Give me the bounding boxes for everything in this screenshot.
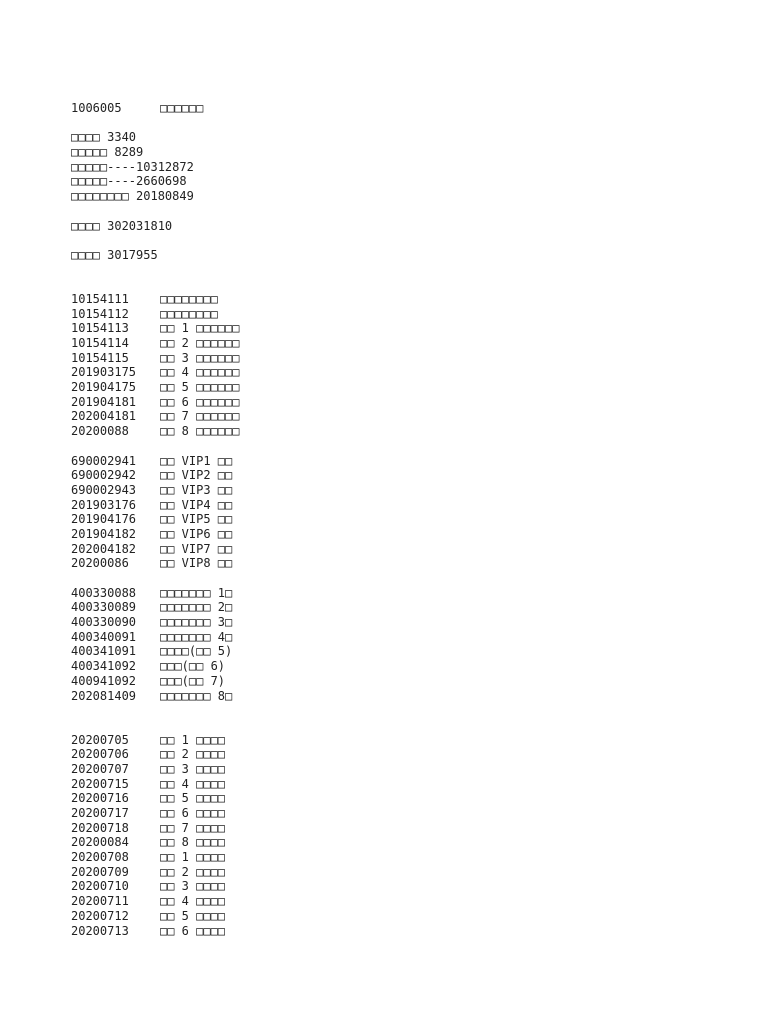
item-code: 20200707 <box>71 761 129 776</box>
item-code: 10154114 <box>71 336 129 351</box>
item-name: □□ 5 □□□□ <box>160 791 226 806</box>
list-item <box>71 894 711 909</box>
item-name: □□ 2 □□□□ <box>160 864 226 879</box>
total-line: □□□□□ 8289 <box>71 145 144 160</box>
item-code: 20200717 <box>71 806 129 821</box>
list-item <box>71 556 711 571</box>
list-item <box>71 924 711 939</box>
item-name: □□ 6 □□□□ <box>160 806 226 821</box>
list-item <box>71 689 711 704</box>
item-name: □□ VIP1 □□ <box>160 453 233 468</box>
item-name: □□□□(□□ 5) <box>160 644 233 659</box>
item-name: □□ VIP3 □□ <box>160 482 233 497</box>
list-item <box>71 321 711 336</box>
list-item <box>71 468 711 483</box>
list-item <box>71 674 711 689</box>
spacer <box>71 439 711 454</box>
list-item <box>71 835 711 850</box>
item-name: □□ 6 □□□□□□ <box>160 394 240 409</box>
item-code: 201903176 <box>71 497 137 512</box>
item-code: 10154113 <box>71 321 129 336</box>
list-item <box>71 777 711 792</box>
item-code: 20200710 <box>71 879 129 894</box>
list-item <box>71 483 711 498</box>
item-code: 201904176 <box>71 512 137 527</box>
item-code: 400340091 <box>71 629 137 644</box>
item-code: 202004181 <box>71 409 137 424</box>
item-code: 201903175 <box>71 365 137 380</box>
item-name: □□ 1 □□□□ <box>160 732 226 747</box>
spacer <box>71 204 711 219</box>
list-item <box>71 600 711 615</box>
item-name: □□ 7 □□□□ <box>160 820 226 835</box>
item-code: 20200084 <box>71 835 129 850</box>
item-name: □□ 7 □□□□□□ <box>160 409 240 424</box>
item-code: 400330090 <box>71 615 137 630</box>
item-code: 20200088 <box>71 424 129 439</box>
list-item <box>71 879 711 894</box>
list-item <box>71 791 711 806</box>
item-name: □□ VIP2 □□ <box>160 468 233 483</box>
item-code: 10154115 <box>71 350 129 365</box>
list-item <box>71 380 711 395</box>
item-name: □□ 3 □□□□ <box>160 879 226 894</box>
list-item <box>71 850 711 865</box>
item-code: 202004182 <box>71 541 137 556</box>
item-code: 20200706 <box>71 747 129 762</box>
list-item <box>71 762 711 777</box>
item-name: □□ 5 □□□□ <box>160 908 226 923</box>
item-name: □□ 5 □□□□□□ <box>160 380 240 395</box>
item-code: 202081409 <box>71 688 137 703</box>
item-name: □□ 8 □□□□□□ <box>160 424 240 439</box>
item-code: 20200708 <box>71 850 129 865</box>
header-code: 1006005 <box>71 101 122 115</box>
item-name: □□□□□□□□ <box>160 306 218 321</box>
item-name: □□ 3 □□□□□□ <box>160 350 240 365</box>
spacer <box>71 116 711 131</box>
item-code: 400330088 <box>71 585 137 600</box>
list-item <box>71 659 711 674</box>
item-code: 400341092 <box>71 659 137 674</box>
list-item <box>71 365 711 380</box>
item-name: □□ 4 □□□□□□ <box>160 365 240 380</box>
single-line-b: □□□□ 3017955 <box>71 247 158 262</box>
total-line: □□□□□----2660698 <box>71 174 187 189</box>
list-item <box>71 498 711 513</box>
item-name: □□ 2 □□□□□□ <box>160 336 240 351</box>
item-code: 690002941 <box>71 453 137 468</box>
item-code: 400941092 <box>71 673 137 688</box>
list-item <box>71 292 711 307</box>
item-code: 690002942 <box>71 468 137 483</box>
spacer <box>71 233 711 248</box>
item-code: 20200718 <box>71 820 129 835</box>
item-code: 20200716 <box>71 791 129 806</box>
item-name: □□ 1 □□□□□□ <box>160 321 240 336</box>
item-code: 10154112 <box>71 306 129 321</box>
item-code: 20200705 <box>71 732 129 747</box>
item-name: □□□□□□□ 4□ <box>160 629 233 644</box>
item-name: □□□(□□ 6) <box>160 659 226 674</box>
item-code: 20200709 <box>71 864 129 879</box>
item-name: □□ 2 □□□□ <box>160 747 226 762</box>
code-group-2 <box>71 454 711 572</box>
spacer <box>71 703 711 732</box>
code-group-4 <box>71 733 711 939</box>
list-item <box>71 409 711 424</box>
item-name: □□□□□□□ 3□ <box>160 615 233 630</box>
list-item <box>71 865 711 880</box>
list-item <box>71 909 711 924</box>
item-code: 400330089 <box>71 600 137 615</box>
item-name: □□ VIP6 □□ <box>160 526 233 541</box>
item-name: □□ 3 □□□□ <box>160 761 226 776</box>
header-name: □□□□□□ <box>160 101 204 115</box>
list-item <box>71 630 711 645</box>
item-name: □□ VIP4 □□ <box>160 497 233 512</box>
item-name: □□ 1 □□□□ <box>160 850 226 865</box>
item-name: □□□□□□□ 1□ <box>160 585 233 600</box>
list-item <box>71 747 711 762</box>
total-line: □□□□□----10312872 <box>71 159 194 174</box>
item-code: 201904182 <box>71 526 137 541</box>
item-name: □□ 6 □□□□ <box>160 923 226 938</box>
list-item <box>71 307 711 322</box>
list-item <box>71 644 711 659</box>
list-item <box>71 733 711 748</box>
item-code: 201904175 <box>71 380 137 395</box>
item-name: □□ VIP8 □□ <box>160 556 233 571</box>
list-item <box>71 454 711 469</box>
code-group-3 <box>71 586 711 704</box>
item-code: 20200711 <box>71 894 129 909</box>
list-item <box>71 512 711 527</box>
document-page <box>71 101 711 938</box>
item-name: □□□□□□□ 8□ <box>160 688 233 703</box>
item-code: 20200086 <box>71 556 129 571</box>
item-name: □□ VIP5 □□ <box>160 512 233 527</box>
item-name: □□ 4 □□□□ <box>160 776 226 791</box>
item-code: 690002943 <box>71 482 137 497</box>
item-name: □□ 8 □□□□ <box>160 835 226 850</box>
code-group-1 <box>71 292 711 439</box>
list-item <box>71 351 711 366</box>
single-line-a: □□□□ 302031810 <box>71 218 173 233</box>
item-code: 201904181 <box>71 394 137 409</box>
list-item <box>71 821 711 836</box>
list-item <box>71 586 711 601</box>
item-code: 20200713 <box>71 923 129 938</box>
list-item <box>71 527 711 542</box>
item-code: 20200715 <box>71 776 129 791</box>
list-item <box>71 615 711 630</box>
spacer <box>71 571 711 586</box>
list-item <box>71 424 711 439</box>
spacer <box>71 263 711 292</box>
item-code: 10154111 <box>71 291 129 306</box>
list-item <box>71 806 711 821</box>
total-line: □□□□ 3340 <box>71 130 137 145</box>
item-code: 20200712 <box>71 908 129 923</box>
header-row <box>71 101 711 116</box>
list-item <box>71 395 711 410</box>
item-name: □□□□□□□□ <box>160 291 218 306</box>
list-item <box>71 336 711 351</box>
item-code: 400341091 <box>71 644 137 659</box>
list-item <box>71 542 711 557</box>
item-name: □□□□□□□ 2□ <box>160 600 233 615</box>
item-name: □□ VIP7 □□ <box>160 541 233 556</box>
item-name: □□□(□□ 7) <box>160 673 226 688</box>
total-line: □□□□□□□□ 20180849 <box>71 189 194 204</box>
item-name: □□ 4 □□□□ <box>160 894 226 909</box>
